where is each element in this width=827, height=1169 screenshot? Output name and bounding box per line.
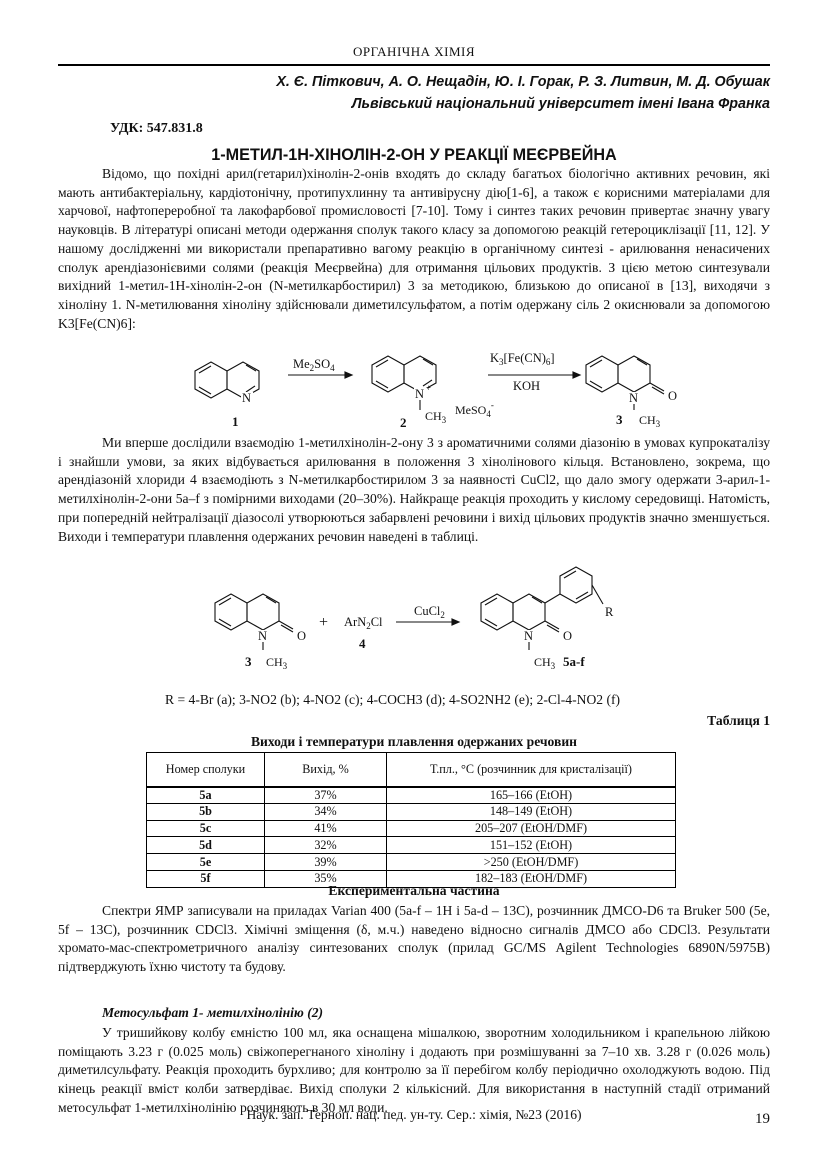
cell-yield: 32%: [265, 837, 387, 854]
table-row: [147, 820, 676, 837]
col-header-mp: Т.пл., °C (розчинник для кристалізації): [387, 753, 676, 787]
atom-n-product: N: [524, 629, 534, 643]
cell-yield: 37%: [265, 787, 387, 804]
experimental-paragraph: Спектри ЯМР записували на приладах Varian 400 (5a-f – 1H і 5a-d – 13C), розчинник ДМСО-D6 та Bruker 500 (5e, 5f – 13C), розчинник CDCl3. Хімічні зміщення (δ, м.ч.) наведено відносно сигналів ДМСО або CDCl3. Результати хромато-мас-спектрометричного аналізу синтезованих сполук (прилад GC/MS Agilent Technologies 6890N/5975B) підтверджують їхню чистоту та будову.: [58, 903, 770, 975]
table-row: [147, 803, 676, 820]
cell-mp: 151–152 (EtOH): [387, 837, 676, 854]
cell-yield: 35%: [265, 870, 387, 887]
cell-mp: >250 (EtOH/DMF): [387, 854, 676, 871]
cell-yield: 34%: [265, 803, 387, 820]
reaction-scheme-2: [0, 560, 827, 680]
intro-paragraph: Відомо, що похідні арил(гетарил)хінолін-2-онів входять до складу багатьох біологічно активних речовин, які мають антибактеріальну, кардіотонічну, протипухлинну та антивірусну дію[1-6], а також є корисними матеріалами для харчової, нафтопереробної та лакофарбової промисловості [7-10]. Тому і синтез таких речовин привертає значну увагу науковців. В літературі описані методи одержання сполук такого класу за допомогою реакцій гетероциклізації [11, 12]. У нашому дослідженні ми використали препаративно вагому реакцію в органічному синтезі - арилювання ненасичених сполук арендіазонієвими солями (реакція Меєрвейна) для отримання цільових продуктів. З цією метою синтезували вихідний 1-метил-1H-хінолін-2-он (N-метилкарбостирил) 3 за методикою, близькою до описаної в [13], виходячи з хіноліну 1. N-метилювання хіноліну здійснювали диметилсульфатом, а потім одержану сіль 2 окиснювали за допомогою K3[Fe(CN)6]:: [58, 166, 770, 331]
compound-label-1: 1: [232, 414, 239, 429]
methyl-2: $CH_3$: [425, 409, 447, 425]
cell-mp: 148–149 (EtOH): [387, 803, 676, 820]
compound-label-2: 2: [400, 415, 407, 430]
table-row: [147, 787, 676, 804]
cell-compound: 5d: [147, 837, 265, 854]
r-definition: R = 4-Br (a); 3-NO2 (b); 4-NO2 (c); 4-COCH3 (d); 4-SO2NH2 (e); 2-Cl-4-NO2 (f): [165, 692, 621, 707]
plus-sign: +: [319, 614, 329, 631]
reactant-arn2cl: ArN$_2$Cl: [344, 615, 383, 631]
substituent-r: R: [605, 605, 614, 619]
col-header-yield: Вихід, %: [265, 753, 387, 787]
atom-n-reactant: N: [258, 629, 268, 643]
atom-n-1: N: [242, 391, 252, 405]
journal-footer: Наук. зап. Терноп. нац. пед. ун-ту. Сер.: хімія, №23 (2016): [246, 1107, 582, 1122]
catalyst-cucl2: CuCl$_2$: [414, 604, 445, 620]
atom-n-3: N: [629, 391, 639, 405]
cell-compound: 5f: [147, 870, 265, 887]
compound-label-3: 3: [616, 412, 623, 427]
methyl-3: $CH_3$: [639, 413, 661, 429]
article-title: 1-МЕТИЛ-1H-ХІНОЛІН-2-ОН У РЕАКЦІЇ МЕЄРВЕЙНА: [211, 146, 617, 164]
reagent-ferricyanide: $K_3[Fe(CN)_6]$: [490, 351, 555, 367]
cell-compound: 5e: [147, 854, 265, 871]
procedure-paragraph: У тришийкову колбу ємністю 100 мл, яка оснащена мішалкою, зворотним холодильником і крапельною лійкою поміщають 3.23 г (0.025 моль) свіжоперегнаного хіноліну і додають при розмішуванні за 7–10 хв. 3.28 г (0.026 моль) диметилсульфату. Реакція проходить бурхливо; для контролю за її перебігом колбу періодично охолоджують водою. Під кінець реакції вміст колби затвердіває. Вихід сполуки 2 кількісний. Для використання в наступній стадії отриманий метосульфат 1-метилхінолінію розчиняють в 30 мл води.: [58, 1025, 770, 1115]
header-rule: [58, 64, 770, 66]
cell-mp: 165–166 (EtOH): [387, 787, 676, 804]
atom-o-3: O: [668, 389, 678, 403]
compound-label-3b: 3: [245, 654, 252, 669]
procedure-subheading: Метосульфат 1- метилхінолінію (2): [102, 1005, 324, 1020]
running-head: ОРГАНІЧНА ХІМІЯ: [352, 44, 476, 59]
atom-o-product: O: [563, 629, 573, 643]
counter-anion: MeSO$_4$-: [455, 400, 494, 419]
authors: Х. Є. Піткович, А. О. Нещадін, Ю. І. Горак, Р. З. Литвин, М. Д. Обушак: [276, 74, 770, 90]
table-label: Таблиця 1: [707, 713, 770, 728]
table-title: Виходи і температури плавлення одержаних речовин: [250, 734, 578, 749]
experimental-section-title: Експериментальна частина: [328, 883, 500, 898]
cell-compound: 5a: [147, 787, 265, 804]
col-header-compound: Номер сполуки: [147, 753, 265, 787]
results-table: [146, 752, 676, 888]
cell-compound: 5b: [147, 803, 265, 820]
atom-o-reactant: O: [297, 629, 307, 643]
reagent-koh: KOH: [513, 379, 541, 393]
methyl-reactant: $CH_3$: [266, 655, 288, 671]
reagent-me2so4: $Me_2SO_4$: [293, 357, 335, 373]
plus-charge: +: [426, 383, 432, 393]
table-row: [147, 854, 676, 871]
udc-code: УДК: 547.831.8: [110, 121, 203, 136]
cell-yield: 41%: [265, 820, 387, 837]
cell-yield: 39%: [265, 854, 387, 871]
atom-n-2: N: [415, 387, 425, 401]
methyl-product: $CH_3$: [534, 655, 556, 671]
cell-mp: 205–207 (EtOH/DMF): [387, 820, 676, 837]
page-number: 19: [755, 1111, 770, 1127]
cell-mp: 182–183 (EtOH/DMF): [387, 870, 676, 887]
results-paragraph: Ми вперше дослідили взаємодію 1-метилхінолін-2-ону 3 з ароматичними солями діазонію в умовах купрокаталізу і знайшли умови, за яких відбувається арилювання в положення 3 хінолінового кільця. Встановлено, зокрема, що арендіазоній хлориди 4 взаємодіють з N-метилкарбостирилом 3 за наявності CuCl2, що дало змогу одержати 3-арил-1-метилхінолін-2-они 5a–f з помірними виходами (20–30%). Найкраще реакція проходить у кислому середовищі. Натомість, при попередній нейтралізації діазосолі утворюються забарвлені речовини і вихід цільових продуктів значно зменшується. Виходи і температури плавлення одержаних речовин наведені в таблиці.: [58, 435, 770, 544]
cell-compound: 5c: [147, 820, 265, 837]
table-row: [147, 837, 676, 854]
compound-label-5: 5a-f: [563, 654, 585, 669]
affiliation: Львівський національний університет імені Івана Франка: [351, 96, 770, 112]
reaction-scheme-1: [0, 340, 827, 435]
compound-label-4: 4: [359, 636, 366, 651]
